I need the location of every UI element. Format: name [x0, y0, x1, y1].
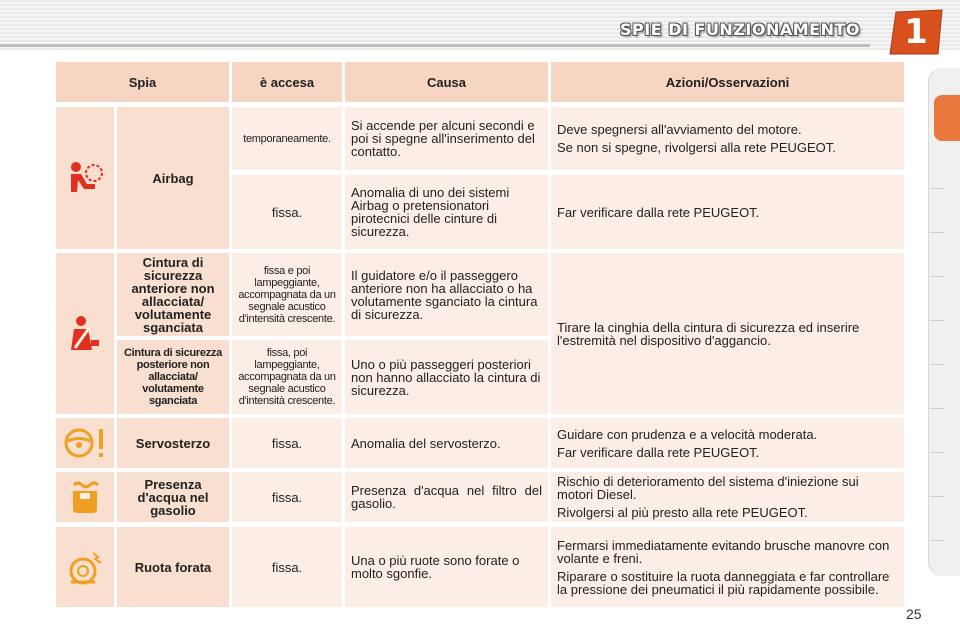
- tyre-action-line: Riparare o sostituire la ruota danneggiata e far controllare la pressione dei pneumatici il più rapidamente possibile.: [557, 568, 890, 597]
- seatbelt-front-label: Cintura di sicurezza anteriore non allacciata/ volutamente sganciata: [117, 253, 229, 336]
- airbag-condition-fixed: fissa.: [232, 175, 342, 249]
- water-condition: fissa.: [232, 472, 342, 522]
- steering-action-line: Far verificare dalla rete PEUGEOT.: [557, 444, 760, 460]
- seatbelt-action: Tirare la cinghia della cintura di sicurezza ed inserire l'estremità nel dispositivo d'aggancio.: [551, 253, 904, 414]
- tyre-action-line: Fermarsi immediatamente evitando brusche manovre con volante e freni.: [557, 537, 890, 566]
- tab-divider: [930, 320, 944, 321]
- col-header-causa: Causa: [345, 62, 548, 102]
- airbag-action-line: Deve spegnersi all'avviamento del motore.: [557, 122, 802, 137]
- tab-divider: [930, 540, 944, 541]
- water-action-line: Rischio di deterioramento del sistema d'iniezione sui motori Diesel.: [557, 474, 859, 502]
- tab-divider: [930, 452, 944, 453]
- tab-divider: [930, 276, 944, 277]
- tab-divider: [930, 232, 944, 233]
- airbag-cause-startup: Si accende per alcuni secondi e poi si spegne all'inserimento del contatto.: [345, 107, 548, 170]
- steering-action-line: Guidare con prudenza e a velocità moderata.: [557, 426, 818, 442]
- tab-divider: [930, 364, 944, 365]
- tyre-action: [551, 527, 904, 607]
- water-in-diesel-icon: [56, 472, 114, 522]
- seatbelt-rear-label: Cintura di sicurezza posteriore non allacciata/ volutamente sganciata: [117, 340, 229, 414]
- water-action: [551, 472, 904, 522]
- tyre-cause: Una o più ruote sono forate o molto sgonfie.: [345, 527, 548, 607]
- airbag-icon: [56, 107, 114, 249]
- col-header-azioni: Azioni/Osservazioni: [551, 62, 904, 102]
- tab-divider: [930, 408, 944, 409]
- water-cause: Presenza d'acqua nel filtro del gasolio.: [345, 472, 548, 522]
- airbag-action-fault: Far verificare dalla rete PEUGEOT.: [551, 175, 904, 249]
- page-title: SPIE DI FUNZIONAMENTO: [620, 20, 861, 39]
- chapter-number: 1: [904, 12, 928, 52]
- steering-cause: Anomalia del servosterzo.: [345, 418, 548, 468]
- seatbelt-icon: [56, 253, 114, 414]
- steering-action: [551, 418, 904, 468]
- seatbelt-rear-cause: Uno o più passeggeri posteriori non hanno allacciato la cintura di sicurezza.: [345, 340, 548, 414]
- steering-label: Servosterzo: [117, 418, 229, 468]
- header-rule: [0, 44, 870, 47]
- chapter-tab-active[interactable]: [934, 95, 960, 141]
- tyre-condition: fissa.: [232, 527, 342, 607]
- water-label: Presenza d'acqua nel gasolio: [117, 472, 229, 522]
- airbag-label: Airbag: [117, 107, 229, 249]
- water-action-line: Rivolgersi al più presto alla rete PEUGEOT.: [557, 505, 808, 520]
- tab-divider: [930, 496, 944, 497]
- col-header-accesa: è accesa: [232, 62, 342, 102]
- seatbelt-front-condition: fissa e poi lampeggiante, accompagnata da un segnale acustico d'intensità crescente.: [232, 253, 342, 336]
- seatbelt-rear-condition: fissa, poi lampeggiante, accompagnata da un segnale acustico d'intensità crescente.: [232, 340, 342, 414]
- page-number: 25: [906, 606, 922, 622]
- steering-warning-icon: [56, 418, 114, 468]
- flat-tyre-icon: [56, 527, 114, 607]
- steering-condition: fissa.: [232, 418, 342, 468]
- airbag-condition-temporary: temporaneamente.: [232, 107, 342, 170]
- col-header-spia: Spia: [56, 62, 229, 102]
- tyre-label: Ruota forata: [117, 527, 229, 607]
- airbag-action-startup: [551, 107, 904, 170]
- airbag-cause-fault: Anomalia di uno dei sistemi Airbag o pretensionatori pirotecnici delle cinture di sicurezza.: [345, 175, 548, 249]
- warning-lights-table: [56, 62, 904, 610]
- tab-divider: [930, 188, 944, 189]
- airbag-action-line: Se non si spegne, rivolgersi alla rete PEUGEOT.: [557, 140, 836, 155]
- chapter-tab-rail: [928, 68, 960, 576]
- seatbelt-front-cause: Il guidatore e/o il passeggero anteriore non ha allacciato o ha volutamente sganciato la cintura di sicurezza.: [345, 253, 548, 336]
